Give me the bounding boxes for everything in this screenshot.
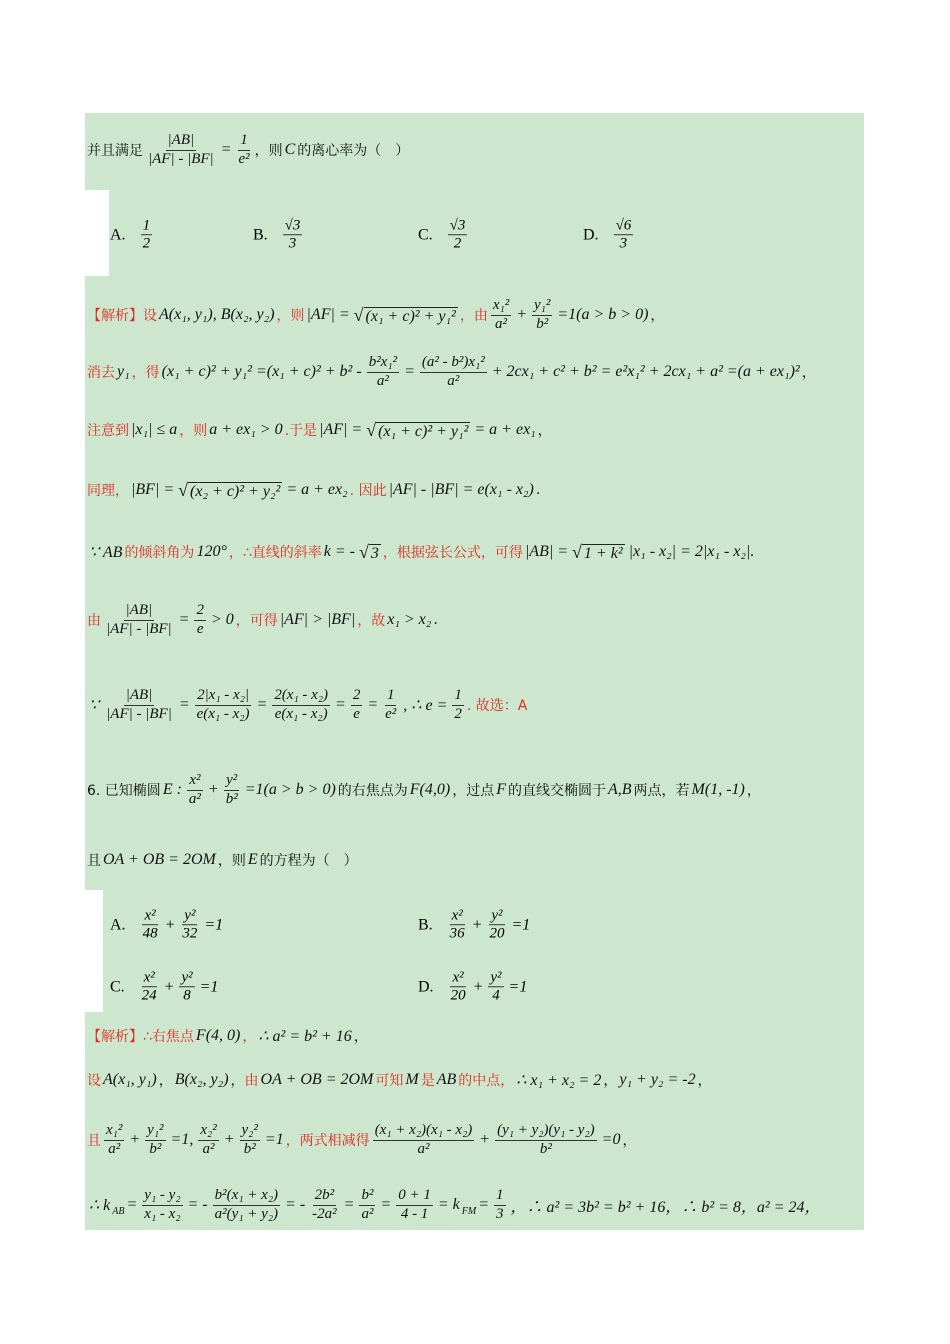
annotation-text: 消去 — [87, 365, 115, 381]
math-expression: ∵ AB — [89, 544, 123, 561]
math-expression: OA + OB = 2OM — [103, 851, 216, 868]
math-expression: ，∴ a² = 3b² = b² + 16，∴ b² = 8，a² = 24， — [510, 1198, 821, 1216]
fraction — [449, 969, 468, 1005]
math-expression: (x₁ + c)² + y₁² =(x₁ + c)² + b² - — [161, 363, 362, 380]
numerator: 0 + 1 — [396, 1187, 433, 1205]
numerator: x² — [450, 907, 465, 925]
denominator: |AF| - |BF| — [148, 150, 214, 167]
text: 并且满足 — [87, 143, 143, 159]
option-label: A. — [110, 916, 126, 933]
answer-option[interactable] — [418, 907, 532, 943]
numerator: |AB| — [124, 687, 155, 705]
math-expression: = — [335, 696, 346, 713]
numerator: y₁² — [145, 1122, 165, 1140]
annotation-text: ，根据弦长公式，可得 — [382, 545, 523, 561]
solution-line — [87, 590, 438, 650]
numerator: y² — [489, 907, 504, 925]
denominator: a² — [188, 790, 201, 807]
denominator: a² — [202, 1140, 215, 1157]
math-expression: = — [367, 696, 379, 713]
denominator: a² — [361, 1205, 374, 1222]
math-expression: M — [405, 1071, 419, 1088]
annotation-text: 且 — [87, 1133, 101, 1149]
solution-line — [87, 460, 540, 520]
fraction — [198, 1122, 218, 1158]
numerator: x² — [142, 907, 157, 925]
answer-option[interactable] — [253, 217, 305, 253]
equation-rhs: =1 — [508, 978, 528, 995]
solution-line — [87, 1110, 636, 1170]
math-expression: C — [284, 141, 296, 158]
denominator: |AF| - |BF| — [106, 620, 172, 637]
numerator: 2 — [351, 687, 363, 705]
numerator: 2(x₁ - x₂) — [272, 687, 330, 705]
math-expression: + — [207, 781, 219, 798]
denominator: b² — [225, 790, 238, 807]
math-expression: =1 — [264, 1131, 284, 1148]
math-expression: E : — [162, 781, 182, 798]
fraction — [452, 687, 464, 723]
numerator: |AB| — [166, 132, 197, 150]
math-expression: = — [178, 611, 190, 628]
denominator: a² — [417, 1140, 430, 1157]
annotation-text: 【解析】设 — [87, 308, 157, 324]
denominator: b² — [243, 1140, 256, 1157]
radicand: (x₂ + c)² + y₂² — [190, 482, 281, 500]
fraction — [373, 1122, 475, 1158]
annotation-text: 是 — [420, 1073, 435, 1089]
margin-notch — [85, 890, 103, 1012]
square-root — [359, 542, 381, 563]
denominator: e — [196, 620, 204, 637]
fraction — [367, 354, 399, 390]
fraction — [146, 132, 216, 168]
fraction — [488, 969, 503, 1005]
annotation-text: ，故 — [357, 613, 386, 629]
denominator: 20 — [489, 925, 505, 942]
denominator: 32 — [182, 925, 198, 942]
denominator: 3 — [496, 1205, 504, 1222]
denominator: e(x₁ - x₂) — [196, 705, 250, 722]
denominator: a² — [447, 372, 460, 389]
plus-sign: + — [471, 916, 483, 933]
equation-rhs: =1 — [511, 916, 531, 933]
denominator: |AF| - |BF| — [106, 705, 172, 722]
annotation-text: ，可得 — [235, 613, 278, 629]
fraction — [448, 217, 468, 253]
radicand: (x₁ + c)² + y₁² — [365, 307, 456, 325]
radical-sign-icon: √ — [359, 541, 369, 562]
annotation-text: 由 — [87, 613, 101, 629]
math-expression: y₁ — [117, 363, 130, 380]
text: ， — [537, 423, 552, 439]
numerator: y² — [488, 969, 503, 987]
math-expression: + — [223, 1131, 235, 1148]
numerator: x² — [187, 772, 202, 790]
math-expression: > 0 — [210, 611, 234, 628]
annotation-text: ，则 — [179, 423, 208, 439]
math-expression: 120° — [196, 543, 227, 560]
fraction — [494, 1187, 506, 1223]
numerator: y₂² — [240, 1122, 260, 1140]
fraction — [359, 1187, 375, 1223]
text: ， — [650, 308, 665, 324]
numerator: 2|x₁ - x₂| — [195, 687, 251, 705]
fraction — [145, 1122, 165, 1158]
square-root — [354, 305, 458, 326]
numerator: √6 — [614, 217, 634, 235]
equation-rhs: =1 — [199, 978, 219, 995]
math-expression: F — [496, 781, 506, 798]
math-expression: = a + ex₁ — [474, 421, 536, 438]
math-expression: ∵ — [89, 697, 100, 714]
text: ， — [603, 1073, 618, 1089]
numerator: 1 — [494, 1187, 506, 1205]
numerator: x₁² — [104, 1122, 124, 1140]
radicand: 3 — [370, 544, 379, 562]
denominator: e² — [385, 705, 397, 722]
answer-option[interactable] — [110, 907, 225, 943]
math-expression: =0 — [601, 1131, 621, 1148]
math-expression: |AF| = — [306, 306, 350, 323]
fraction — [180, 907, 199, 943]
annotation-text: ，由 — [459, 308, 488, 324]
fraction — [420, 354, 487, 390]
text: 6. 已知椭圆 — [87, 783, 161, 799]
fraction — [614, 217, 634, 253]
numerator: b²x₁² — [367, 354, 399, 372]
fraction — [240, 1122, 260, 1158]
annotation-text: ，两式相减得 — [285, 1133, 370, 1149]
denominator: 2 — [142, 235, 151, 252]
math-expression: = — [404, 363, 415, 380]
annotation-text: ，则 — [276, 308, 305, 324]
math-expression: a + ex₁ > 0 — [209, 421, 283, 438]
numerator: 1 — [141, 217, 153, 235]
denominator: 36 — [449, 925, 465, 942]
margin-notch — [85, 190, 109, 276]
solution-line — [87, 1050, 712, 1110]
fraction — [491, 297, 511, 333]
numerator: 2b² — [313, 1187, 337, 1205]
plus-sign: + — [472, 978, 484, 995]
radicand: 1 + k² — [583, 544, 623, 562]
math-expression: + — [129, 1131, 141, 1148]
numerator: √3 — [448, 217, 468, 235]
numerator: b²(x₁ + x₂) — [213, 1187, 280, 1205]
fraction — [396, 1187, 433, 1223]
math-expression: |AF| - |BF| = e(x₁ - x₂) — [388, 481, 534, 498]
math-expression: k = - — [323, 543, 355, 560]
subscript: FM — [461, 1206, 477, 1217]
denominator: 24 — [141, 987, 157, 1004]
text: 的离心率为（ ） — [297, 143, 410, 159]
option-label: C. — [110, 978, 125, 995]
math-expression: A,B — [607, 781, 632, 798]
annotation-text: 的倾斜角为 — [124, 545, 195, 561]
numerator: (a² - b²)x₁² — [420, 354, 487, 372]
numerator: y² — [179, 969, 194, 987]
plus-sign: + — [163, 978, 175, 995]
denominator: -2a² — [312, 1205, 337, 1222]
numerator: √3 — [283, 217, 303, 235]
text: . — [433, 612, 438, 628]
math-expression: |AB| = — [524, 543, 569, 560]
option-label: D. — [418, 978, 434, 995]
annotation-text: 同理， — [87, 483, 129, 499]
denominator: a² — [108, 1140, 121, 1157]
numerator: |AB| — [124, 602, 155, 620]
radical-sign-icon: √ — [178, 479, 189, 500]
math-expression: OA + OB = 2OM — [260, 1071, 374, 1088]
denominator: a² — [376, 372, 389, 389]
fraction — [213, 1187, 280, 1223]
plus-sign: + — [164, 916, 176, 933]
answer-option[interactable] — [418, 969, 529, 1005]
math-expression: M(1, -1) — [691, 781, 745, 798]
math-expression: A(x₁, y₁), B(x₂, y₂) — [159, 306, 275, 323]
text: ， — [622, 1133, 637, 1149]
fraction — [142, 1187, 182, 1223]
math-expression: |x₁| ≤ a — [131, 421, 178, 438]
math-expression: x₁ > x₂ — [387, 611, 432, 628]
annotation-text: 【解析】∴右焦点 — [87, 1029, 194, 1045]
math-expression: = k — [437, 1196, 460, 1213]
numerator: x² — [450, 969, 465, 987]
solution-line — [87, 1175, 823, 1235]
square-root — [572, 542, 625, 563]
square-root — [178, 480, 282, 501]
denominator: a²(y₁ + y₂) — [214, 1205, 279, 1222]
denominator: x₁ - x₂ — [144, 1205, 181, 1222]
math-expression: |BF| = — [131, 481, 175, 498]
annotation-text: 由 — [244, 1073, 259, 1089]
answer-option[interactable] — [110, 217, 155, 253]
annotation-text: 可知 — [375, 1073, 404, 1089]
math-expression: =1(a > b > 0) — [557, 306, 649, 323]
annotation-text: ，∴直线的斜率 — [228, 545, 322, 561]
denominator: 2 — [453, 235, 462, 252]
numerator: x² — [142, 969, 157, 987]
fraction — [194, 602, 206, 638]
math-expression: + 2cx₁ + c² + b² = e²x₁² + 2cx₁ + a² =(a + ex₁)² — [491, 363, 800, 380]
solution-line — [87, 522, 756, 582]
option-label: D. — [583, 226, 599, 243]
math-expression: |x₁ - x₂| = 2|x₁ - x₂|. — [628, 543, 755, 560]
math-expression: |AF| = — [319, 421, 363, 438]
numerator: y² — [182, 907, 197, 925]
math-expression: B(x₂, y₂) — [174, 1071, 229, 1088]
math-expression: + — [516, 306, 527, 323]
solution-line — [87, 342, 816, 402]
numerator: 1 — [452, 687, 464, 705]
numerator: 1 — [385, 687, 397, 705]
square-root — [366, 420, 470, 441]
option-label: C. — [418, 226, 433, 243]
fraction — [310, 1187, 339, 1223]
text: ， — [697, 1073, 712, 1089]
math-expression: y₁ + y₂ = -2 — [619, 1071, 696, 1088]
equation-rhs: =1 — [204, 916, 224, 933]
fraction — [195, 687, 252, 723]
math-expression: = — [343, 1196, 355, 1213]
answer-option[interactable] — [110, 969, 220, 1005]
denominator: b² — [539, 1140, 552, 1157]
math-expression: = — [126, 1196, 138, 1213]
math-expression: = a + ex₂ — [286, 481, 348, 498]
math-expression: =1(a > b > 0) — [244, 781, 336, 798]
denominator: 48 — [142, 925, 158, 942]
radical-sign-icon: √ — [353, 304, 364, 325]
answer-option[interactable] — [418, 217, 470, 253]
radicand: (x₁ + c)² + y₁² — [378, 422, 469, 440]
fraction — [448, 907, 467, 943]
fraction — [104, 687, 174, 723]
fraction — [141, 217, 153, 253]
fraction — [532, 297, 552, 333]
text: 的直线交椭圆于 — [507, 783, 606, 799]
math-expression: ∴ x₁ + x₂ = 2 — [516, 1072, 602, 1089]
fraction — [104, 602, 174, 638]
math-expression: = — [178, 696, 190, 713]
math-expression: ∴ a² = b² + 16 — [258, 1028, 352, 1045]
fraction — [179, 969, 194, 1005]
denominator: e — [353, 705, 360, 722]
denominator: 3 — [288, 235, 297, 252]
option-label: B. — [253, 226, 268, 243]
annotation-text: ， — [242, 1029, 257, 1045]
denominator: a² — [495, 315, 508, 332]
solution-line — [87, 285, 664, 345]
text: ， — [801, 365, 816, 381]
text: 的方程为（ ） — [259, 853, 358, 869]
annotation-text: 的中点， — [458, 1073, 515, 1089]
denominator: 20 — [450, 987, 466, 1004]
math-expression: F(4, 0) — [195, 1027, 241, 1044]
text: ， — [353, 1029, 368, 1045]
numerator: 1 — [238, 132, 250, 150]
annotation-text: . 故选：A — [466, 698, 528, 714]
numerator: x₂² — [198, 1122, 218, 1140]
annotation-text: 注意到 — [87, 423, 129, 439]
math-expression: = - — [187, 1196, 208, 1213]
denominator: e(x₁ - x₂) — [274, 705, 328, 722]
numerator: y₁ - y₂ — [142, 1187, 182, 1205]
text: . — [535, 482, 541, 498]
denominator: 4 — [492, 987, 500, 1004]
solution-line — [87, 400, 552, 460]
option-label: B. — [418, 916, 433, 933]
math-expression: = — [478, 1196, 490, 1213]
radical-sign-icon: √ — [572, 541, 582, 562]
text: ， — [230, 1073, 245, 1089]
question-6-stem — [87, 760, 761, 820]
math-expression: =1, — [170, 1131, 194, 1148]
text: ， — [158, 1073, 173, 1089]
fraction — [141, 907, 160, 943]
math-expression: + — [479, 1131, 491, 1148]
subscript: AB — [112, 1206, 125, 1217]
math-expression: AB — [436, 1071, 457, 1088]
answer-option[interactable] — [583, 217, 636, 253]
math-expression: = — [220, 141, 232, 158]
fraction — [272, 687, 330, 723]
math-expression: F(4,0) — [409, 781, 451, 798]
annotation-text: .于是 — [284, 423, 318, 439]
math-expression: = - — [285, 1196, 306, 1213]
fraction — [187, 772, 203, 808]
numerator: x₁² — [491, 297, 511, 315]
denominator: b² — [149, 1140, 162, 1157]
numerator: y² — [224, 772, 239, 790]
math-expression: |AF| > |BF| — [279, 611, 356, 628]
text: 的右焦点为 — [337, 783, 408, 799]
math-expression: A(x₁, y₁) — [103, 1071, 157, 1088]
text: ， — [746, 783, 761, 799]
numerator: y₁² — [532, 297, 552, 315]
denominator: 2 — [454, 705, 462, 722]
math-expression: = — [380, 1196, 392, 1213]
numerator: b² — [359, 1187, 375, 1205]
text: ，则 — [217, 853, 246, 869]
math-expression: = — [256, 696, 268, 713]
fraction — [495, 1122, 597, 1158]
denominator: 8 — [183, 987, 191, 1004]
text: ，则 — [254, 143, 283, 159]
solution-line — [87, 675, 527, 735]
question-stem — [87, 120, 409, 180]
numerator: (x₁ + x₂)(x₁ - x₂) — [373, 1122, 475, 1140]
denominator: 3 — [619, 235, 628, 252]
fraction — [224, 772, 240, 808]
math-expression: E — [247, 851, 258, 868]
fraction — [487, 907, 506, 943]
question-6-condition — [87, 830, 358, 890]
annotation-text: ，得 — [131, 365, 160, 381]
fraction — [383, 687, 398, 723]
text: ，过点 — [452, 783, 495, 799]
fraction — [236, 132, 251, 168]
annotation-text: . 因此 — [349, 483, 387, 499]
math-expression: , ∴ e = — [403, 697, 448, 714]
text: 两点，若 — [633, 783, 690, 799]
option-label: A. — [110, 226, 126, 243]
fraction — [140, 969, 159, 1005]
denominator: 4 - 1 — [400, 1205, 429, 1222]
radical-sign-icon: √ — [366, 419, 377, 440]
fraction — [104, 1122, 124, 1158]
fraction — [283, 217, 303, 253]
math-expression: ∴ k — [89, 1197, 111, 1214]
fraction — [351, 687, 363, 723]
text: 且 — [87, 853, 101, 869]
denominator: b² — [536, 315, 549, 332]
numerator: 2 — [194, 602, 206, 620]
numerator: (y₁ + y₂)(y₁ - y₂) — [495, 1122, 597, 1140]
annotation-text: 设 — [87, 1073, 101, 1089]
denominator: e² — [238, 150, 250, 167]
